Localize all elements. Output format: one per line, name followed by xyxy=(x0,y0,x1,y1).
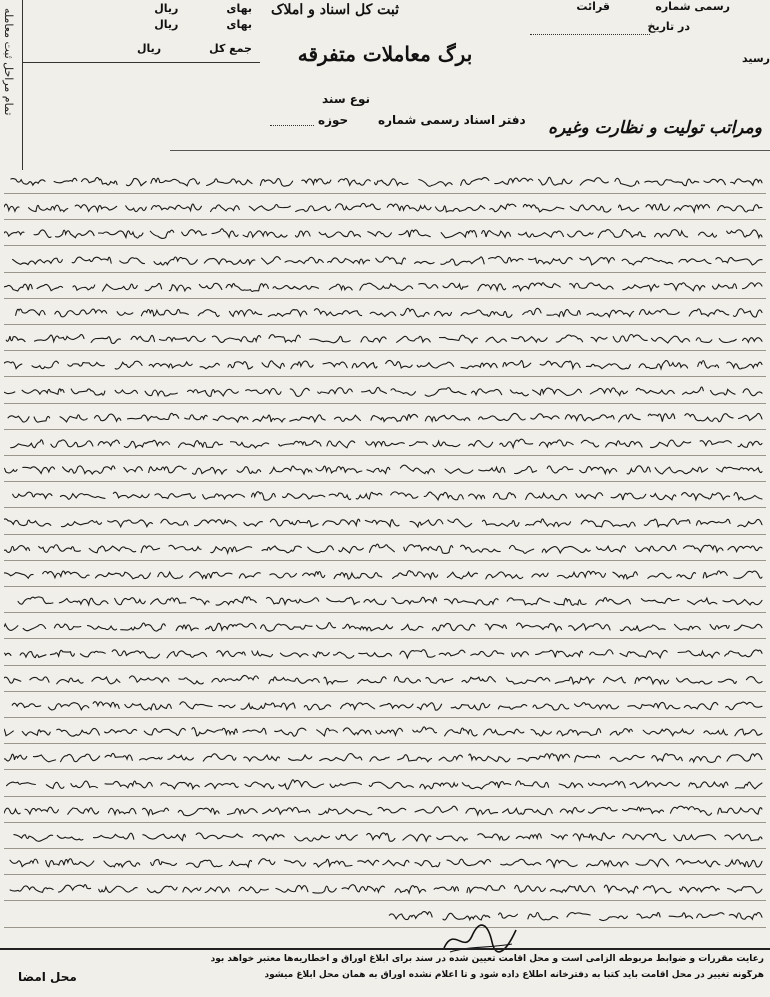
footer-line-2: هرگونه تغییر در محل اقامت باید کتباً به دفترخانه اطلاع داده شود و تا اعلام نشده اوراق به همان محل ابلاغ میشود xyxy=(264,970,764,980)
handwritten-line xyxy=(4,797,766,823)
fee-row-1 xyxy=(154,2,252,15)
handwritten-line xyxy=(4,744,766,770)
handwritten-line xyxy=(4,640,766,666)
handwritten-line xyxy=(4,875,766,901)
handwritten-line xyxy=(4,561,766,587)
fee-total-row xyxy=(137,42,252,55)
fee-row-1-label: بهای xyxy=(226,2,252,15)
left-margin-strip xyxy=(0,0,23,170)
subject-underline xyxy=(170,150,770,151)
date-line xyxy=(530,34,650,35)
doc-type-label: نوع سند xyxy=(322,92,371,106)
handwritten-line xyxy=(4,456,766,482)
date-label: در تاریخ xyxy=(647,20,690,33)
handwritten-line xyxy=(4,692,766,718)
handwritten-line xyxy=(4,535,766,561)
fees-box xyxy=(22,0,260,63)
top-right-label: رسمی شماره xyxy=(655,0,730,13)
handwritten-line xyxy=(4,482,766,508)
fee-row-2 xyxy=(154,18,252,31)
main-title: برگ معاملات متفرقه xyxy=(297,42,473,66)
handwritten-line xyxy=(4,299,766,325)
top-right-label-2: قرائت xyxy=(576,0,610,13)
handwritten-line xyxy=(4,849,766,875)
subject-heading: ومراتب تولیت و نظارت وغیره xyxy=(548,118,762,138)
handwritten-line xyxy=(4,823,766,849)
handwritten-body xyxy=(0,168,770,928)
handwritten-line xyxy=(4,247,766,273)
handwritten-line xyxy=(4,509,766,535)
handwritten-line xyxy=(4,220,766,246)
signature-place-label: محل امضا xyxy=(18,970,77,984)
handwritten-line xyxy=(4,902,766,928)
district-label: حوزه xyxy=(318,113,349,127)
footer-line-1: رعایت مقررات و ضوابط مربوطه الزامی است و محل اقامت تعیین شده در سند برای ابلاغ اوراق و اخطاریه‌ها معتبر خواهد بود xyxy=(210,954,764,964)
handwritten-line xyxy=(4,404,766,430)
fee-row-2-unit: ریال xyxy=(154,18,179,31)
handwritten-line xyxy=(4,666,766,692)
handwritten-line xyxy=(4,168,766,194)
handwritten-line xyxy=(4,351,766,377)
handwritten-line xyxy=(4,378,766,404)
footer xyxy=(0,948,770,997)
fee-row-1-unit: ریال xyxy=(154,2,179,15)
office-title: ثبت کل اسناد و املاک xyxy=(270,2,399,18)
fee-total-label: جمع کل xyxy=(209,42,252,55)
handwritten-line xyxy=(4,718,766,744)
handwritten-line xyxy=(4,194,766,220)
handwritten-line xyxy=(4,430,766,456)
office-number-label: دفتر اسناد رسمی شماره xyxy=(378,113,526,127)
fee-total-unit: ریال xyxy=(136,42,162,55)
left-strip-text: تمام مراحل ثبت معامله xyxy=(2,8,15,116)
handwritten-line xyxy=(4,273,766,299)
receipt-label: رسید xyxy=(742,52,770,65)
handwritten-line xyxy=(4,771,766,797)
fee-row-2-label: بهای xyxy=(226,18,252,31)
office-number-dots xyxy=(270,125,314,126)
handwritten-line xyxy=(4,325,766,351)
handwritten-line xyxy=(4,587,766,613)
handwritten-line xyxy=(4,613,766,639)
